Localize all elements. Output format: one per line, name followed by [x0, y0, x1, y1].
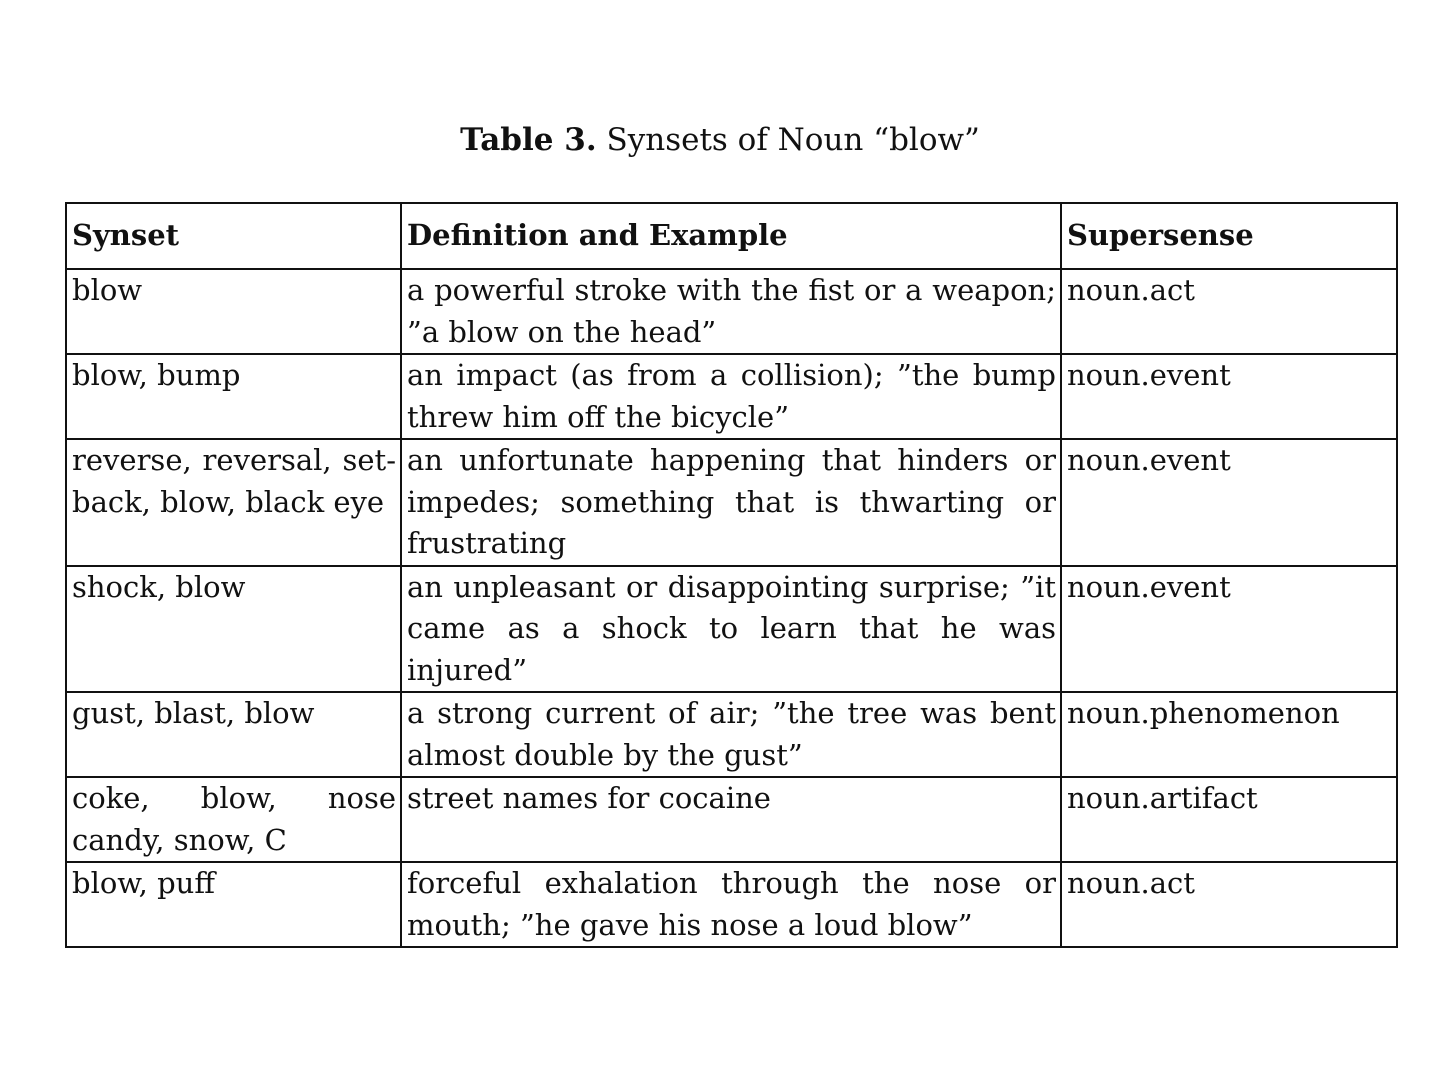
- caption-text: Synsets of Noun “blow”: [606, 122, 980, 158]
- supersense-cell: noun.artifact: [1061, 777, 1397, 862]
- table-row: [66, 354, 1397, 439]
- synset-cell: blow: [66, 269, 401, 354]
- definition-cell: street names for cocaine: [401, 777, 1061, 862]
- supersense-cell: noun.phenomenon: [1061, 692, 1397, 777]
- header-supersense: Supersense: [1061, 203, 1397, 269]
- synset-cell: reverse, reversal, set-back, blow, black eye: [66, 439, 401, 566]
- definition-cell: forceful exhalation through the nose or mouth; ”he gave his nose a loud blow”: [401, 862, 1061, 947]
- caption-label: Table 3.: [460, 122, 597, 158]
- supersense-cell: noun.event: [1061, 354, 1397, 439]
- definition-cell: an unfortunate happening that hinders or impedes; something that is thwarting or frustrating: [401, 439, 1061, 566]
- supersense-cell: noun.act: [1061, 862, 1397, 947]
- supersense-cell: noun.act: [1061, 269, 1397, 354]
- header-synset: Synset: [66, 203, 401, 269]
- synset-cell: coke, blow, nose candy, snow, C: [66, 777, 401, 862]
- supersense-cell: noun.event: [1061, 566, 1397, 693]
- table-row: [66, 269, 1397, 354]
- table-caption: [0, 118, 1440, 162]
- table-row: [66, 692, 1397, 777]
- definition-cell: an impact (as from a collision); ”the bump threw him off the bicycle”: [401, 354, 1061, 439]
- definition-cell: an unpleasant or disappointing surprise; ”it came as a shock to learn that he was injured”: [401, 566, 1061, 693]
- synset-cell: blow, bump: [66, 354, 401, 439]
- synset-cell: gust, blast, blow: [66, 692, 401, 777]
- header-row: [66, 203, 1397, 269]
- synset-cell: blow, puff: [66, 862, 401, 947]
- supersense-cell: noun.event: [1061, 439, 1397, 566]
- synsets-table: [65, 202, 1398, 948]
- definition-cell: a strong current of air; ”the tree was bent almost double by the gust”: [401, 692, 1061, 777]
- table-row: [66, 777, 1397, 862]
- table-row: [66, 566, 1397, 693]
- definition-cell: a powerful stroke with the fist or a weapon; ”a blow on the head”: [401, 269, 1061, 354]
- header-definition: Definition and Example: [401, 203, 1061, 269]
- table-row: [66, 862, 1397, 947]
- table-row: [66, 439, 1397, 566]
- synset-cell: shock, blow: [66, 566, 401, 693]
